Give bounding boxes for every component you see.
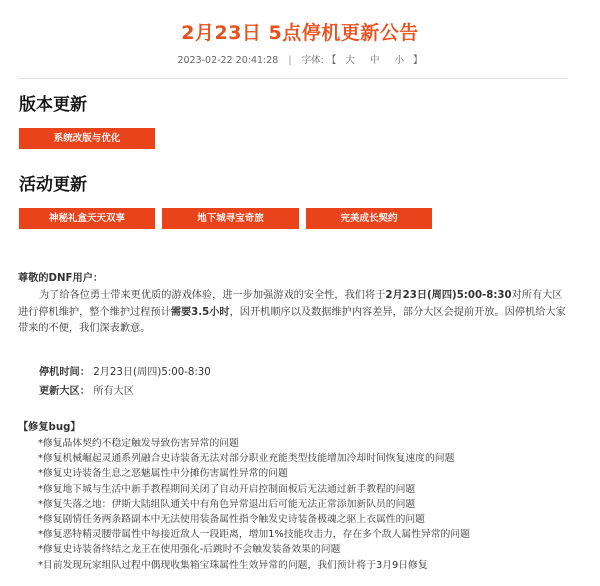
downtime-row xyxy=(18,364,568,381)
mystery-gift-button[interactable]: 神秘礼盒天天双享 xyxy=(19,208,155,229)
font-size-bracket-open: 【 xyxy=(326,55,337,66)
meta-separator: | xyxy=(288,55,292,66)
notice-time-bold: 2月23日(周四)5:00-8:30 xyxy=(385,290,512,301)
dungeon-treasure-button[interactable]: 地下城寻宝奇旅 xyxy=(162,208,299,229)
notice-paragraph xyxy=(18,288,568,338)
notice-text-c: ，因开机顺序以及数据维护内容差异，部分大区会提前开放。因停机给大家带来的不便，我们深表歉意。 xyxy=(18,306,566,334)
bugfix-item: *修复地下城与生活中新手教程期间关闭了自动开启控制面板后无法通过新手教程的问题 xyxy=(38,483,416,495)
bugfix-item: *修复恶特精灵腰带属性中每接近敌人一段距离，增加1%技能攻击力，存在多个敌人属性异常的问题 xyxy=(38,529,470,541)
downtime-value: 2月23日(周四)5:00-8:30 xyxy=(93,367,211,378)
bugfix-item: *修复史诗装备生息之恶魅属性中分摊伤害属性异常的问题 xyxy=(38,468,288,480)
system-optimization-button[interactable]: 系统改版与优化 xyxy=(19,128,155,149)
greeting-text: 尊敬的DNF用户： xyxy=(18,273,104,284)
notice-text-a: 为了给各位勇士带来更优质的游戏体验，进一步加强游戏的安全性，我们将于 xyxy=(39,290,386,301)
article-meta xyxy=(0,52,600,66)
font-size-small[interactable]: 小 xyxy=(394,55,404,66)
bugfix-item: *修复剧情任务两条路副本中无法使用装备属性指令触发史诗装备极魂之驱上衣属性的问题 xyxy=(38,514,425,526)
font-size-large[interactable]: 大 xyxy=(345,55,355,66)
bugfix-list xyxy=(18,436,568,573)
notice-text-b: 对所有大区进行停机维护，整个维护过程预计 xyxy=(18,290,563,318)
bugfix-heading-text: 【修复bug】 xyxy=(18,422,81,433)
region-row xyxy=(18,383,568,400)
font-size-label: 字体: xyxy=(301,55,324,66)
notice-greeting xyxy=(18,270,568,287)
header-divider xyxy=(18,78,568,79)
bugfix-item: *修复史诗装备终结之龙王在使用强化-后跳时不会触发装备效果的问题 xyxy=(38,544,341,556)
bugfix-item: *目前发现玩家组队过程中偶现收集箱宝珠属性生效异常的问题，我们预计将于3月9日修复 xyxy=(38,559,428,571)
font-size-bracket-close: 】 xyxy=(413,55,423,66)
activity-update-heading: 活动更新 xyxy=(19,175,87,195)
bugfix-item: *修复晶体契约不稳定触发导致伤害异常的问题 xyxy=(38,438,239,449)
page-title: 2月23日 5点停机更新公告 xyxy=(181,22,419,44)
version-update-heading: 版本更新 xyxy=(19,95,87,115)
font-size-medium[interactable]: 中 xyxy=(369,55,380,66)
region-label: 更新大区： xyxy=(39,386,90,397)
notice-duration-bold: 需要3.5小时 xyxy=(170,306,230,318)
bugfix-item: *修复机械崛起灵通系列融合史诗装备无法对部分职业充能类型技能增加冷却时间恢复速度的问题 xyxy=(38,453,455,465)
bugfix-heading xyxy=(18,419,568,436)
growth-contract-button[interactable]: 完美成长契约 xyxy=(306,208,432,229)
downtime-label: 停机时间： xyxy=(39,367,90,378)
bugfix-item: *修复失落之地：伊斯大陆组队通关中有角色异常退出后可能无法正常添加新队员的问题 xyxy=(38,498,416,510)
publish-datetime: 2023-02-22 20:41:28 xyxy=(177,55,279,66)
region-value: 所有大区 xyxy=(93,386,134,397)
